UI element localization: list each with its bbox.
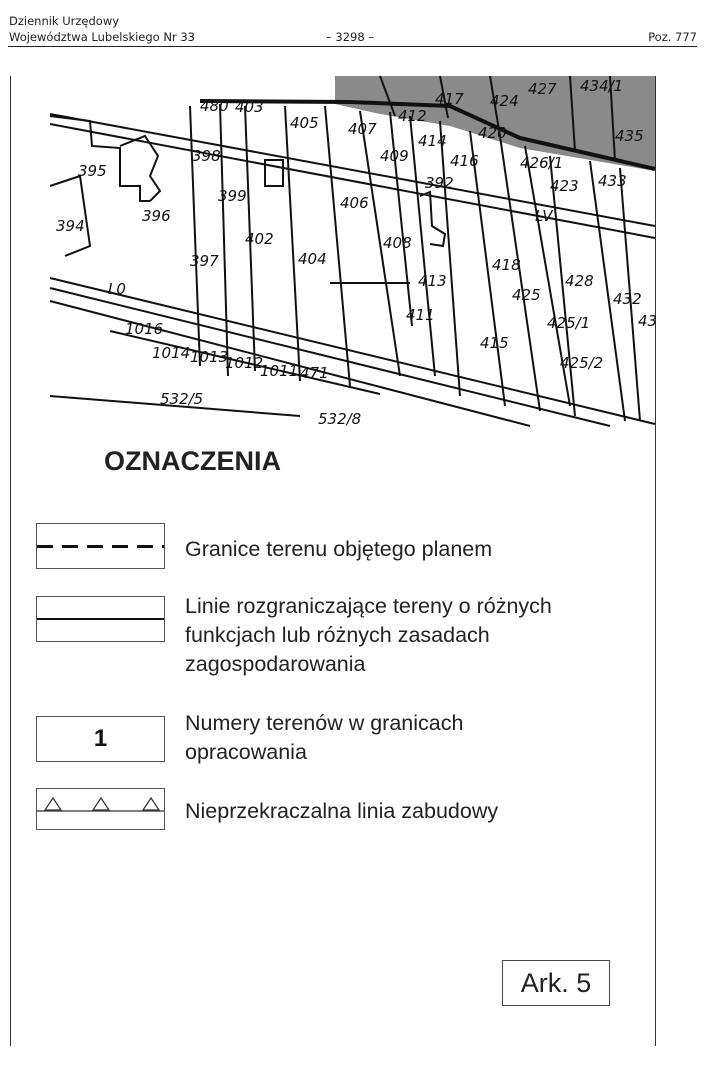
solid-line-sample xyxy=(37,618,164,620)
parcel-label: 480 xyxy=(200,97,229,115)
parcel-label: 413 xyxy=(418,272,447,290)
parcel-label: 43 xyxy=(638,312,658,330)
legend-text-line: Numery terenów w granicach xyxy=(185,711,464,735)
parcel-label: 402 xyxy=(245,230,274,248)
parcel-label: 428 xyxy=(565,272,594,290)
parcel-label: 407 xyxy=(348,120,377,138)
parcel-label: 434/1 xyxy=(580,77,624,95)
parcel-label: 418 xyxy=(492,256,521,274)
parcel-label: 1016 xyxy=(125,320,164,338)
parcel-label: 424 xyxy=(490,92,519,110)
parcel-label: 532/5 xyxy=(160,390,204,408)
parcel-label: 426/1 xyxy=(520,154,564,172)
sheet-label: Ark. 5 xyxy=(502,960,610,1006)
parcel-label: 435 xyxy=(615,127,644,145)
legend-text-line: zagospodarowania xyxy=(185,652,366,676)
parcel-label: 399 xyxy=(218,187,247,205)
parcel-label: 394 xyxy=(56,217,85,235)
journal-title-line1: Dziennik Urzędowy xyxy=(9,14,120,28)
triangle-icon xyxy=(45,798,61,810)
parcel-label: 406 xyxy=(340,194,369,212)
parcel-label: 427 xyxy=(528,80,557,98)
position-number: Poz. 777 xyxy=(648,30,697,44)
building-line-sample xyxy=(37,789,164,829)
parcel-label: 397 xyxy=(190,252,219,270)
parcel-label: 395 xyxy=(78,162,107,180)
legend-symbol-dashed-line xyxy=(36,523,165,569)
legend-text-line: opracowania xyxy=(185,740,307,764)
parcel-label: LV xyxy=(535,207,553,225)
parcel-label: 392 xyxy=(425,174,454,192)
triangle-icon xyxy=(93,798,109,810)
triangle-icon xyxy=(143,798,159,810)
cadastral-map xyxy=(50,76,658,428)
dashed-line-sample xyxy=(37,545,164,548)
parcel-label: 433 xyxy=(598,172,627,190)
parcel-label: 420 xyxy=(478,124,507,142)
parcel-label: 425 xyxy=(512,286,541,304)
journal-title-line2: Województwa Lubelskiego Nr 33 xyxy=(9,30,195,44)
parcel-label: 423 xyxy=(550,177,579,195)
area-number-sample: 1 xyxy=(93,725,108,752)
parcel-label: 398 xyxy=(192,147,221,165)
page-header xyxy=(0,0,707,48)
header-rule xyxy=(8,46,697,47)
page-number: – 3298 – xyxy=(326,30,375,44)
parcel-label: 414 xyxy=(418,132,447,150)
parcel-label: 471 xyxy=(300,364,329,382)
legend-symbol-triangle-line xyxy=(36,788,165,830)
parcel-label: 411 xyxy=(406,306,435,324)
legend-text-area-numbers xyxy=(185,709,463,767)
parcel-label: L0 xyxy=(108,280,126,298)
parcel-label: 408 xyxy=(383,234,412,252)
parcel-label: 415 xyxy=(480,334,509,352)
parcel-label: 432 xyxy=(613,290,642,308)
parcel-label: 409 xyxy=(380,147,409,165)
parcel-label: 403 xyxy=(235,98,264,116)
legend-text-building-line xyxy=(185,797,498,826)
parcel-label: 1011 xyxy=(260,362,299,380)
parcel-label: 1013 xyxy=(190,348,229,366)
legend-text-line: funkcjach lub różnych zasadach xyxy=(185,623,490,647)
legend-text-line: Linie rozgraniczające tereny o różnych xyxy=(185,594,552,618)
parcel-label: 1012 xyxy=(225,354,264,372)
legend-text-demarcation-lines xyxy=(185,592,552,679)
legend-text-line: Nieprzekraczalna linia zabudowy xyxy=(185,799,499,823)
parcel-label: 412 xyxy=(398,107,427,125)
parcel-label: 425/1 xyxy=(547,314,591,332)
parcel-label: 417 xyxy=(435,90,464,108)
legend-symbol-solid-line xyxy=(36,596,165,642)
parcel-label: 532/8 xyxy=(318,410,362,428)
legend-text-plan-boundary xyxy=(185,535,492,564)
parcel-label: 1014 xyxy=(152,344,191,362)
legend-symbol-number-box xyxy=(36,716,165,762)
parcel-label: 404 xyxy=(298,250,327,268)
road-lines xyxy=(50,114,658,426)
legend-title: OZNACZENIA xyxy=(104,446,281,476)
parcel-label: 416 xyxy=(450,152,479,170)
parcel-label: 405 xyxy=(290,114,319,132)
parcel-label: 396 xyxy=(142,207,171,225)
parcel-label: 425/2 xyxy=(560,354,604,372)
legend-text-line: Granice terenu objętego planem xyxy=(185,537,493,561)
